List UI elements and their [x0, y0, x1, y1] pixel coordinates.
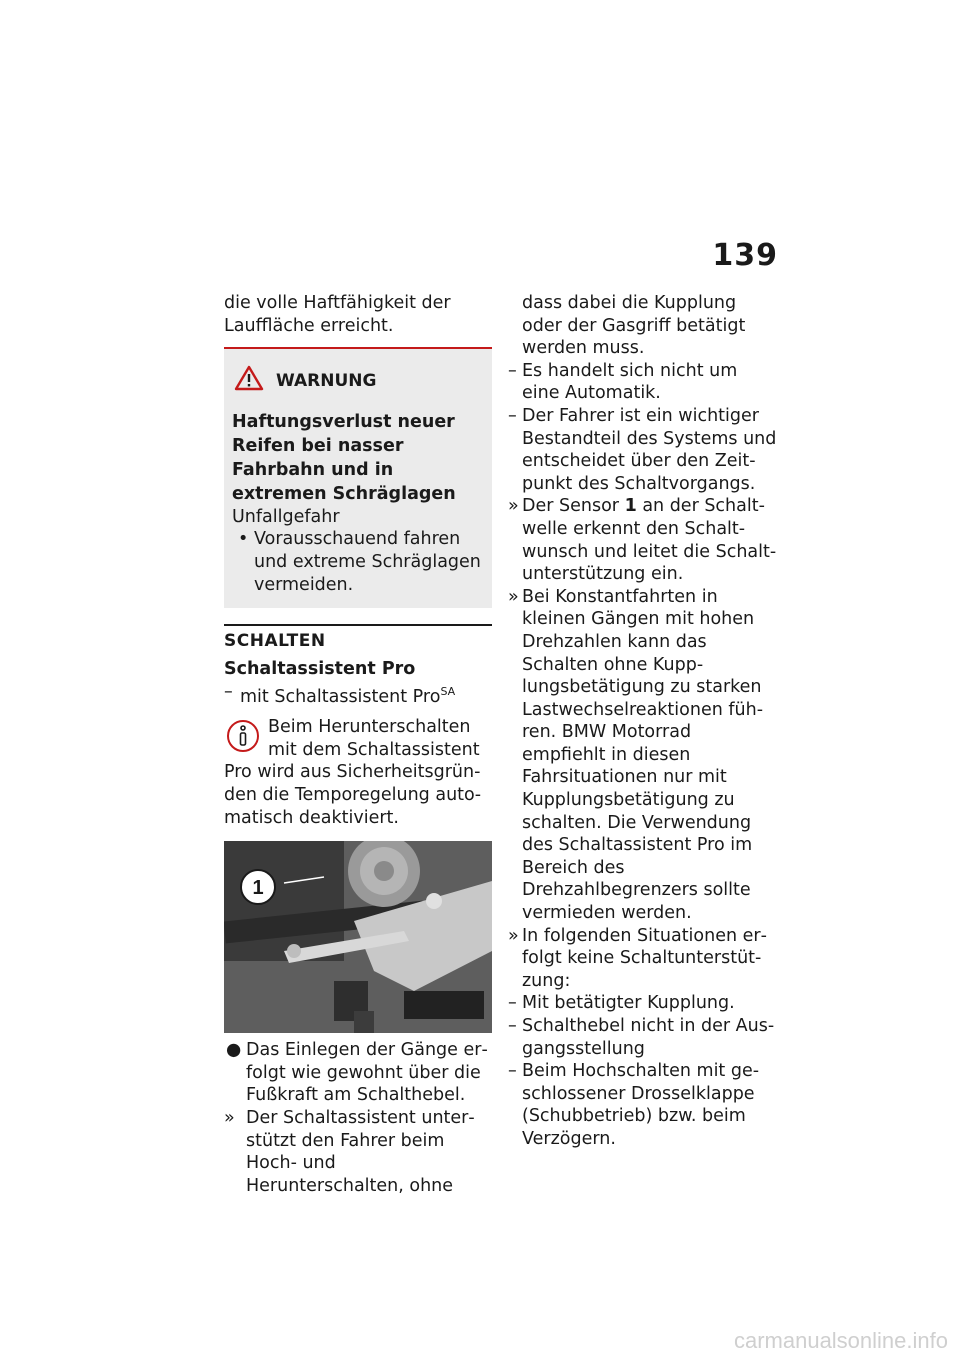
- dash-item-text: Es handelt sich nicht um eine Automatik.: [522, 360, 738, 404]
- sensor-number: 1: [624, 496, 637, 517]
- result-item: [224, 1107, 492, 1197]
- result-item: [508, 495, 780, 585]
- warning-hazard: Unfallgefahr: [232, 506, 340, 527]
- dash-item-text: Schalthebel nicht in der Ausgangsstellung: [522, 1016, 775, 1059]
- dash-item: [508, 405, 780, 495]
- result-marker: »: [508, 925, 519, 946]
- dash-marker: –: [508, 1061, 517, 1082]
- variant-text: mit Schaltassistent Pro: [240, 686, 441, 707]
- continuation-paragraph: dass dabei die Kupplung oder der Gasgriff betätigt werden muss.: [522, 293, 746, 359]
- dash-item: [508, 360, 780, 405]
- left-column: [224, 292, 492, 1197]
- info-text: Beim Herunterschalten mit dem Schaltassistent Pro wird aus Sicherheitsgründen die Temporegelung automatisch deaktiviert.: [224, 717, 482, 828]
- dash-marker: –: [508, 360, 517, 381]
- page-number: 139: [712, 238, 778, 273]
- dash-item-text: Der Fahrer ist ein wichtiger Bestandteil des Systems und entscheidet über den Zeitpunkt des Schaltvorgangs.: [522, 405, 777, 494]
- dot-marker: ●: [226, 1040, 242, 1061]
- shift-assistant-photo: [224, 841, 492, 1033]
- info-note: [224, 716, 492, 829]
- dash-marker: –: [508, 405, 517, 426]
- dash-item-text: Beim Hochschalten mit geschlossener Drosselklappe (Schubbetrieb) bzw. beim Verzögern.: [522, 1061, 760, 1149]
- result-text-post: an der Schaltwelle erkennt den Schaltwunsch und leitet die Schaltunterstützung ein.: [522, 496, 777, 585]
- result-item: [508, 586, 780, 925]
- figure-callout: 1: [252, 877, 264, 900]
- dash-item: [508, 1015, 780, 1060]
- variant-sup: SA: [440, 684, 456, 698]
- dash-marker: –: [508, 993, 517, 1014]
- variant-line: [224, 681, 492, 708]
- dash-item: [508, 992, 780, 1015]
- warning-bullet-text: Vorausschauend fahren und extreme Schräglagen vermeiden.: [254, 529, 481, 595]
- dash-item: [508, 1060, 780, 1150]
- section-rule: [224, 624, 492, 626]
- dash-item-text: Mit betätigter Kupplung.: [522, 993, 735, 1014]
- dot-item-text: Das Einlegen der Gänge erfolgt wie gewohnt über die Fußkraft am Schalthebel.: [246, 1040, 488, 1106]
- dash-marker: –: [508, 1016, 517, 1036]
- section-title: SCHALTEN: [224, 630, 326, 651]
- dash-marker: –: [224, 681, 233, 702]
- warning-title: Haftungsverlust neuer Reifen bei nasser Fahrbahn und in extremen Schräglagen: [232, 411, 456, 504]
- warning-label: WARNUNG: [276, 371, 377, 392]
- result-item: [508, 925, 780, 993]
- right-column: [508, 292, 780, 1151]
- result-text-pre: Der Sensor: [522, 496, 625, 517]
- warning-box: [224, 349, 492, 608]
- warning-bullet: [232, 528, 484, 596]
- result-marker: »: [224, 1108, 235, 1129]
- result-item-text: Der Schaltassistent unterstützt den Fahrer beim Hoch- und Herunterschalten, ohne: [246, 1108, 475, 1196]
- subsection-title: Schaltassistent Pro: [224, 659, 416, 680]
- footer-watermark: carmanualsonline.info: [733, 1328, 948, 1353]
- warning-header: [234, 365, 484, 398]
- bullet-marker: •: [238, 529, 249, 550]
- intro-paragraph: die volle Haftfähigkeit der Lauffläche erreicht.: [224, 293, 451, 336]
- result-marker: »: [508, 586, 519, 607]
- result-marker: »: [508, 496, 519, 517]
- dot-item: [224, 1039, 492, 1107]
- warning-triangle-icon: [234, 365, 264, 398]
- info-icon: [224, 716, 262, 760]
- result-item-text: In folgenden Situationen erfolgt keine Schaltunterstützung:: [522, 925, 767, 991]
- result-item-text: Bei Konstantfahrten in kleinen Gängen mit hohen Drehzahlen kann das Schalten ohne Kupplungsbetätigung zu starken Lastwechselreaktionen führen. BMW Motorrad empfiehlt in diesen Fahrsituationen nur mit Kupplungsbetätigung zu schalten. Die Verwendung des Schaltassistent Pro im Bereich des Drehzahlbegrenzers sollte vermieden werden.: [522, 586, 764, 924]
- result-item-text: [522, 496, 776, 584]
